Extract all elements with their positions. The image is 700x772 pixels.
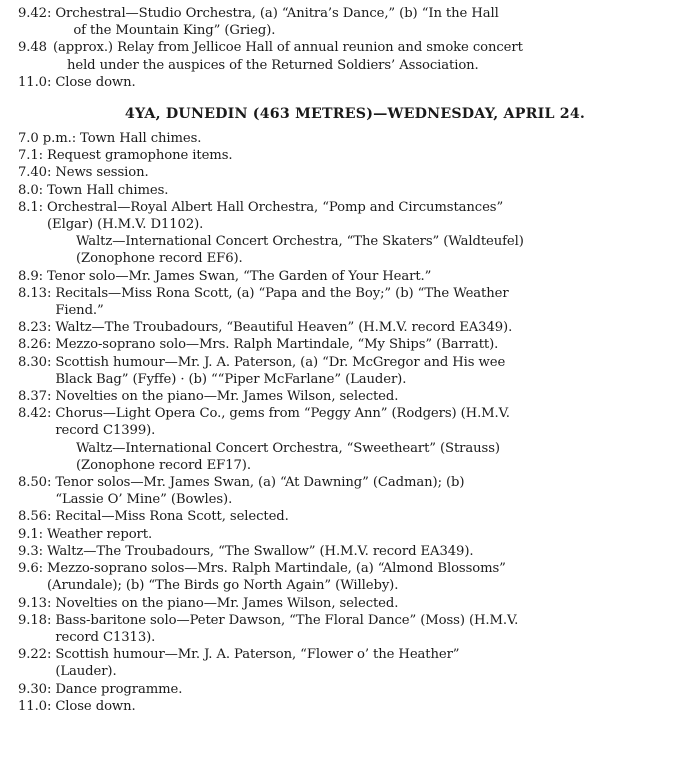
entry-text-continued: (Zonophone record EF17). xyxy=(76,457,251,473)
entry-time: 9.13: xyxy=(18,595,52,611)
entry-time: 7.0 p.m.: xyxy=(18,131,77,147)
entry-time: 9.42: xyxy=(18,6,52,21)
programme-entry xyxy=(18,130,692,147)
entry-time: 8.50: xyxy=(18,475,52,491)
entry-text: Waltz—The Troubadours, “Beautiful Heaven” (H.M.V. record EA349). xyxy=(55,320,513,336)
programme-entry xyxy=(18,474,692,508)
entry-time: 8.26: xyxy=(18,337,52,353)
entry-text-continued: (Arundale); (b) “The Birds go North Again” (Willeby). xyxy=(47,578,399,594)
entry-text: Dance programme. xyxy=(55,681,183,697)
entry-time: 8.30: xyxy=(18,354,52,370)
programme-entry xyxy=(18,612,692,646)
entry-text: Close down. xyxy=(55,698,136,714)
programme-entry xyxy=(18,199,692,233)
section-heading: 4YA, DUNEDIN (463 METRES)—WEDNESDAY, APRIL 24. xyxy=(124,106,586,123)
entry-time: 9.6: xyxy=(18,561,44,577)
programme-entry xyxy=(18,182,692,199)
entry-text-continued: Black Bag” (Fyffe) · (b) ““Piper McFarlane” (Lauder). xyxy=(55,371,407,387)
programme-entry xyxy=(18,233,692,267)
entry-text: Town Hall chimes. xyxy=(80,131,202,147)
entry-text-continued: held under the auspices of the Returned Soldiers’ Association. xyxy=(66,57,479,73)
programme-entry xyxy=(18,698,692,715)
entry-text: Scottish humour—Mr. J. A. Paterson, (a) “Dr. McGregor and His wee xyxy=(55,354,506,370)
entry-time: 9.30: xyxy=(18,681,52,697)
programme-entry xyxy=(18,508,692,525)
entry-time: 9.22: xyxy=(18,647,52,663)
entry-time: 11.0: xyxy=(18,698,52,714)
entry-text: Waltz—International Concert Orchestra, “The Skaters” (Waldteufel) xyxy=(76,234,524,250)
entry-time: 9.3: xyxy=(18,543,44,559)
entry-text: Tenor solo—Mr. James Swan, “The Garden of Your Heart.” xyxy=(47,268,432,284)
programme-entry xyxy=(18,5,692,39)
entry-text-continued: of the Mountain King” (Grieg). xyxy=(73,23,276,39)
programme-entry xyxy=(18,268,692,285)
entry-text: Recitals—Miss Rona Scott, (a) “Papa and the Boy;” (b) “The Weather xyxy=(55,285,509,301)
previous-station-programme xyxy=(18,5,692,91)
entry-text: Mezzo-soprano solo—Mrs. Ralph Martindale, “My Ships” (Barratt). xyxy=(55,337,499,353)
programme-entry xyxy=(18,74,692,91)
entry-time: 8.1: xyxy=(18,199,44,215)
programme-entry xyxy=(18,543,692,560)
entry-time: 11.0: xyxy=(18,74,52,90)
entry-text: Recital—Miss Rona Scott, selected. xyxy=(55,509,289,525)
entry-text: Request gramophone items. xyxy=(47,148,233,164)
programme-entry xyxy=(18,560,692,594)
entry-text: Mezzo-soprano solos—Mrs. Ralph Martindale, (a) “Almond Blossoms” xyxy=(47,561,506,577)
entry-time: 8.13: xyxy=(18,285,52,301)
entry-text: Waltz—The Troubadours, “The Swallow” (H.M.V. record EA349). xyxy=(47,543,474,559)
entry-time: 7.40: xyxy=(18,165,52,181)
entry-text: Orchestral—Studio Orchestra, (a) “Anitra’s Dance,” (b) “In the Hall xyxy=(55,6,499,21)
entry-time: 8.37: xyxy=(18,389,52,405)
entry-text-continued: record C1313). xyxy=(55,629,156,645)
entry-text: Chorus—Light Opera Co., gems from “Peggy Ann” (Rodgers) (H.M.V. xyxy=(55,406,510,422)
entry-text: Town Hall chimes. xyxy=(47,182,169,198)
programme-entry xyxy=(18,595,692,612)
programme-entry xyxy=(18,354,692,388)
entry-text: Scottish humour—Mr. J. A. Paterson, “Flower o’ the Heather” xyxy=(55,647,460,663)
entry-text: (approx.) Relay from Jellicoe Hall of annual reunion and smoke concert xyxy=(52,40,523,56)
entry-text: Close down. xyxy=(55,74,136,90)
entry-time: 9.48 xyxy=(18,40,47,56)
programme-entry xyxy=(18,681,692,698)
entry-text-continued: (Lauder). xyxy=(55,664,117,680)
programme-entry xyxy=(18,285,692,319)
programme-listing xyxy=(18,130,692,715)
entry-time: 7.1: xyxy=(18,148,44,164)
programme-entry xyxy=(18,440,692,474)
entry-text: Novelties on the piano—Mr. James Wilson, selected. xyxy=(55,389,399,405)
entry-time: 8.56: xyxy=(18,509,52,525)
entry-text: Weather report. xyxy=(47,526,153,542)
entry-text: News session. xyxy=(55,165,149,181)
programme-entry xyxy=(18,39,692,73)
entry-text: Tenor solos—Mr. James Swan, (a) “At Dawning” (Cadman); (b) xyxy=(55,475,465,491)
entry-time: 8.42: xyxy=(18,406,52,422)
programme-entry xyxy=(18,319,692,336)
entry-text: Waltz—International Concert Orchestra, “Sweetheart” (Strauss) xyxy=(76,440,500,456)
entry-text-continued: (Zonophone record EF6). xyxy=(76,251,243,267)
entry-time: 9.18: xyxy=(18,612,52,628)
programme-entry xyxy=(18,405,692,439)
programme-entry xyxy=(18,164,692,181)
programme-entry xyxy=(18,147,692,164)
entry-time: 8.9: xyxy=(18,268,44,284)
entry-text-continued: (Elgar) (H.M.V. D1102). xyxy=(47,217,204,233)
entry-time: 9.1: xyxy=(18,526,44,542)
entry-text: Orchestral—Royal Albert Hall Orchestra, “Pomp and Circumstances” xyxy=(47,199,504,215)
programme-entry xyxy=(18,646,692,680)
programme-entry xyxy=(18,336,692,353)
entry-text: Novelties on the piano—Mr. James Wilson, selected. xyxy=(55,595,399,611)
entry-text: Bass-baritone solo—Peter Dawson, “The Floral Dance” (Moss) (H.M.V. xyxy=(55,612,519,628)
entry-text-continued: record C1399). xyxy=(55,423,156,439)
programme-entry xyxy=(18,388,692,405)
entry-time: 8.0: xyxy=(18,182,44,198)
programme-entry xyxy=(18,526,692,543)
entry-time: 8.23: xyxy=(18,320,52,336)
entry-text-continued: “Lassie O’ Mine” (Bowles). xyxy=(55,492,233,508)
entry-text-continued: Fiend.” xyxy=(55,303,104,319)
